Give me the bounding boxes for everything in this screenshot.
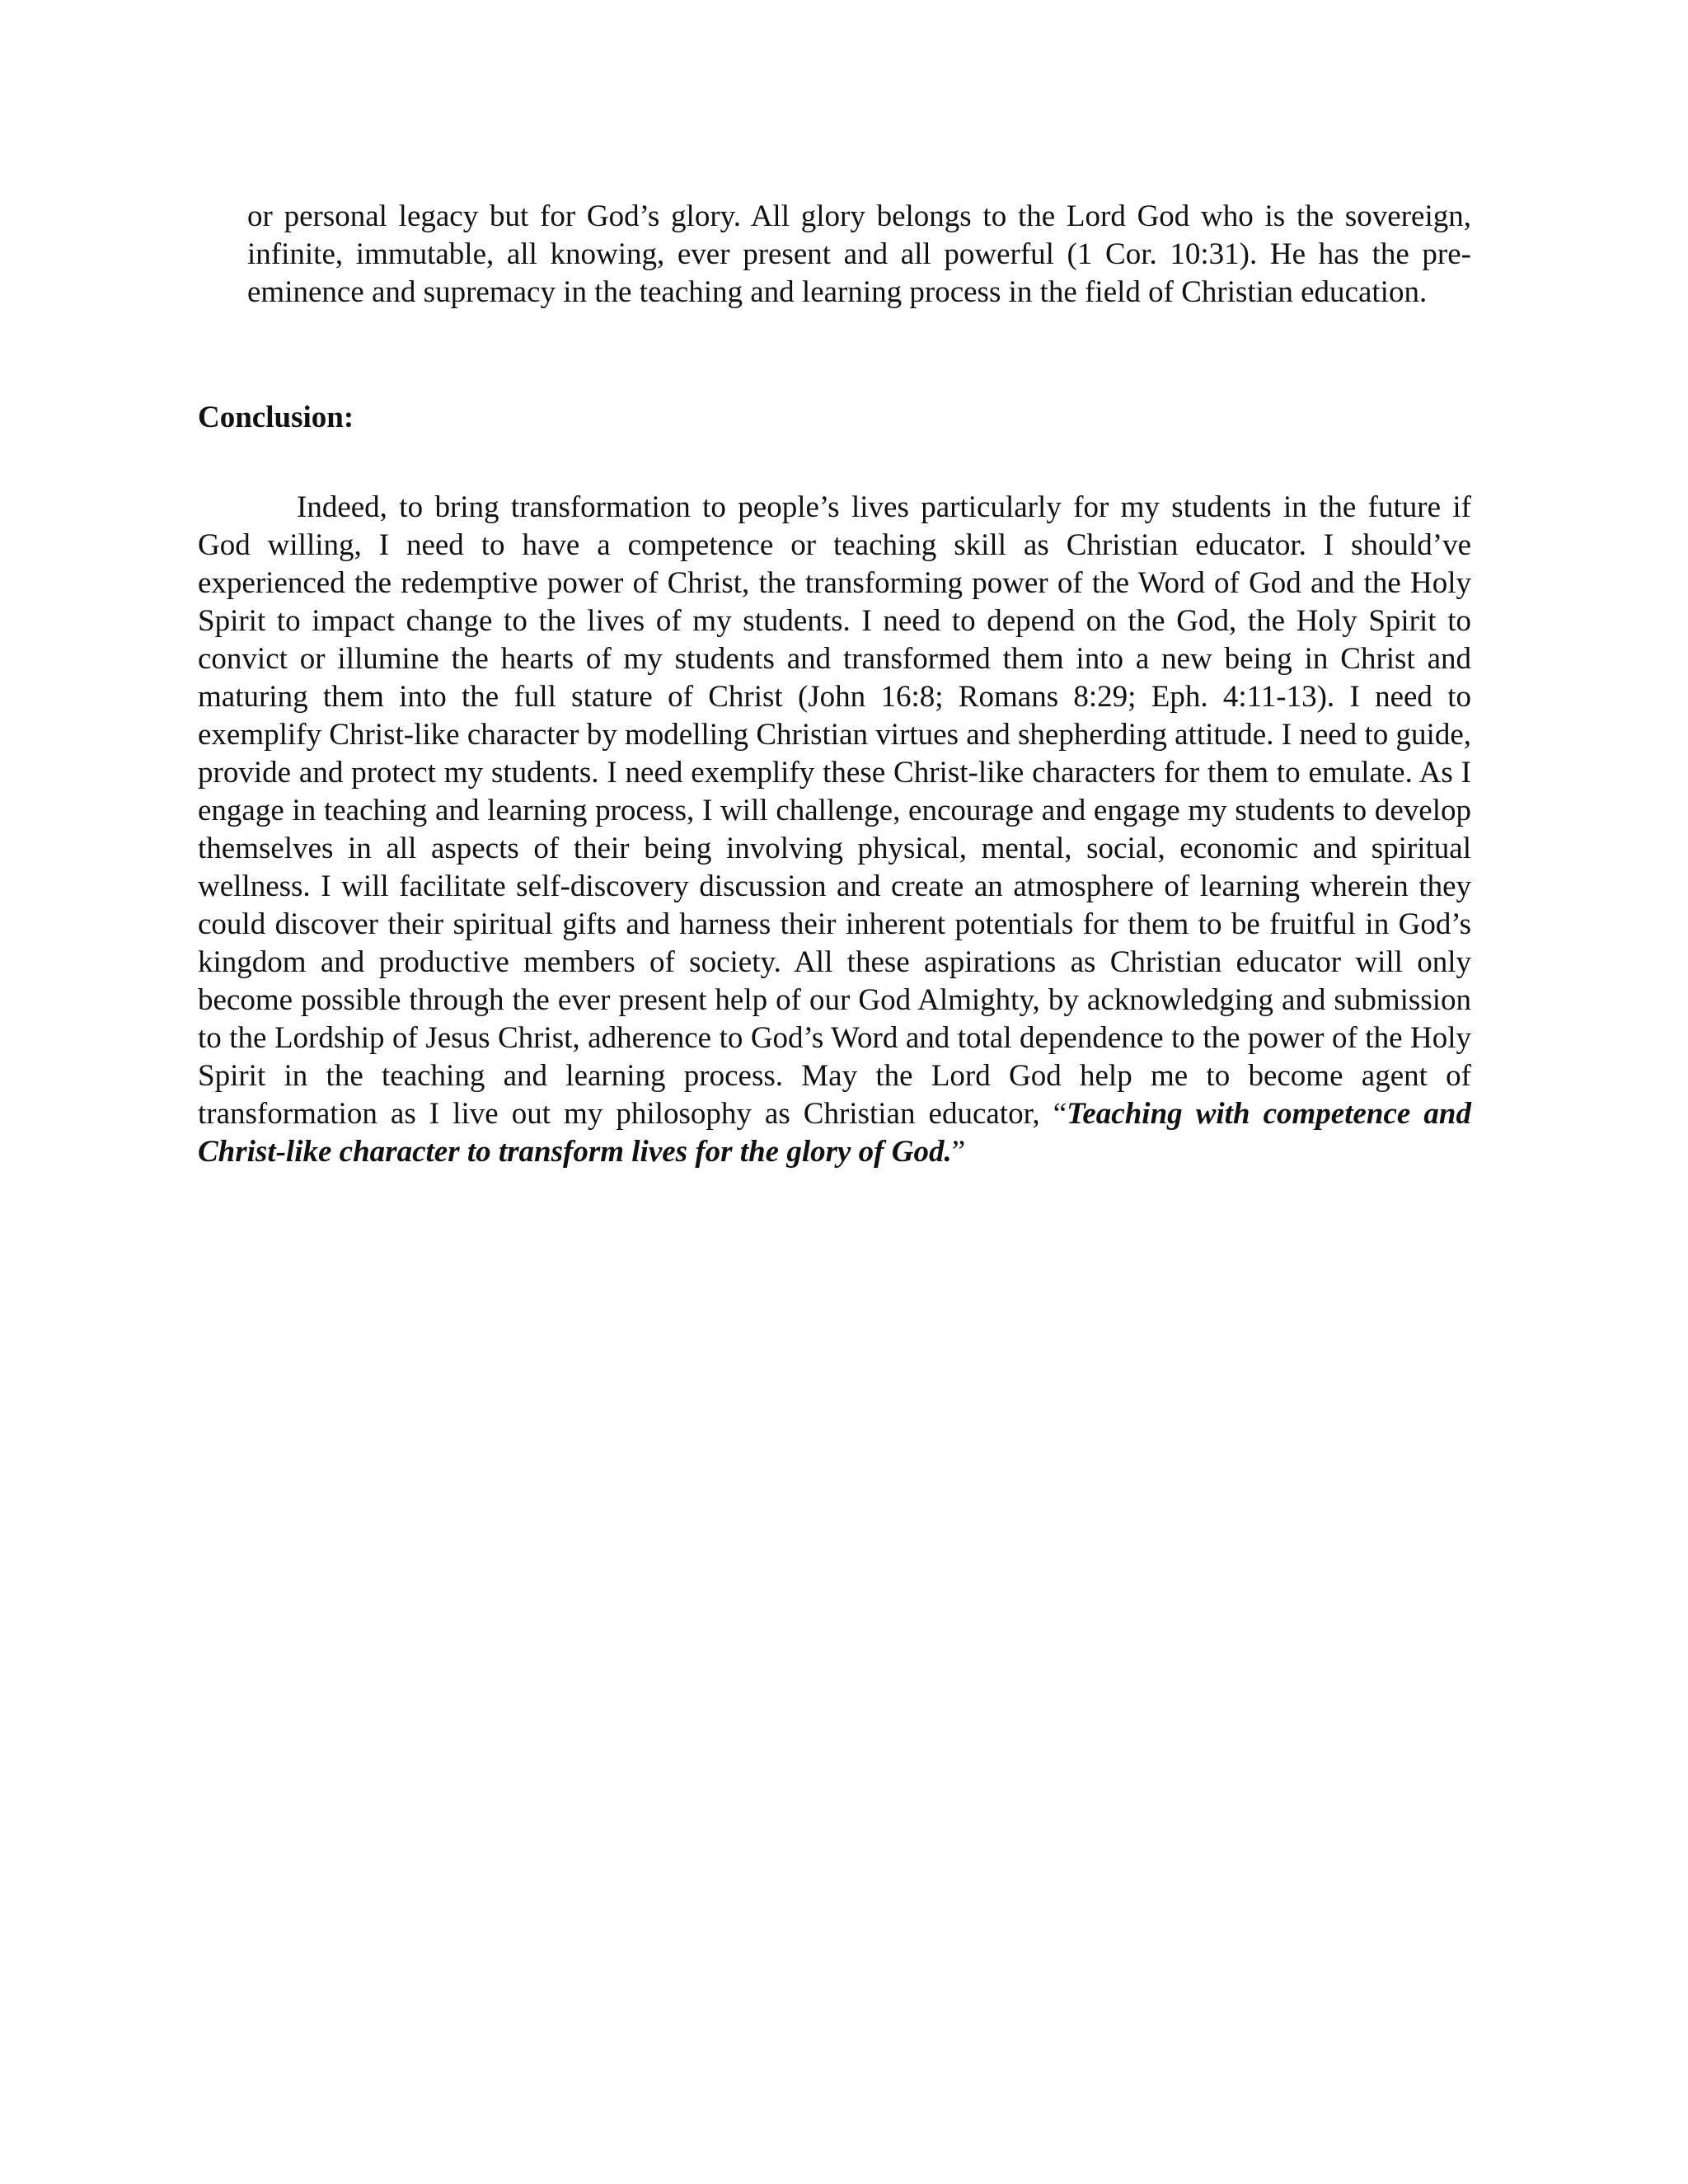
philosophy-motto: Teaching with competence and Christ-like character to transform lives for the glory of God. [198,1097,1471,1169]
closing-quote: ” [951,1135,966,1169]
conclusion-heading: Conclusion: [198,401,354,434]
conclusion-body-text: Indeed, to bring transformation to people’s lives particularly for my students in the future if God willing, I need to have a competence or teaching skill as Christian educator. I should’ve experienced the redemptive power of Christ, the transforming power of the Word of God and the Holy Spirit to impact change to the lives of my students. I need to depend on the God, the Holy Spirit to convict or illumine the hearts of my students and transformed them into a new being in Christ and maturing them into the full stature of Christ (John 16:8; Romans 8:29; Eph. 4:11-13). I need to exemplify Christ-like character by modelling Christian virtues and shepherding attitude. I need to guide, provide and protect my students. I need exemplify these Christ-like characters for them to emulate. As I engage in teaching and learning process, I will challenge, encourage and engage my students to develop themselves in all aspects of their being involving physical, mental, social, economic and spiritual wellness. I will facilitate self-discovery discussion and create an atmosphere of learning wherein they could discover their spiritual gifts and harness their inherent potentials for them to be fruitful in God’s kingdom and productive members of society. All these aspirations as Christian educator will only become possible through the ever present help of our God Almighty, by acknowledging and submission to the Lordship of Jesus Christ, adherence to God’s Word and total dependence to the power of the Holy Spirit in the teaching and learning process. May the Lord God help me to become agent of transformation as I live out my philosophy as Christian educator, “ [198,490,1471,1131]
conclusion-paragraph [198,489,1471,1171]
continuation-paragraph: or personal legacy but for God’s glory. All glory belongs to the Lord God who is the sovereign, infinite, immutable, all knowing, ever present and all powerful (1 Cor. 10:31). He has the pre-eminence and supremacy in the teaching and learning process in the field of Christian education. [247,199,1471,309]
